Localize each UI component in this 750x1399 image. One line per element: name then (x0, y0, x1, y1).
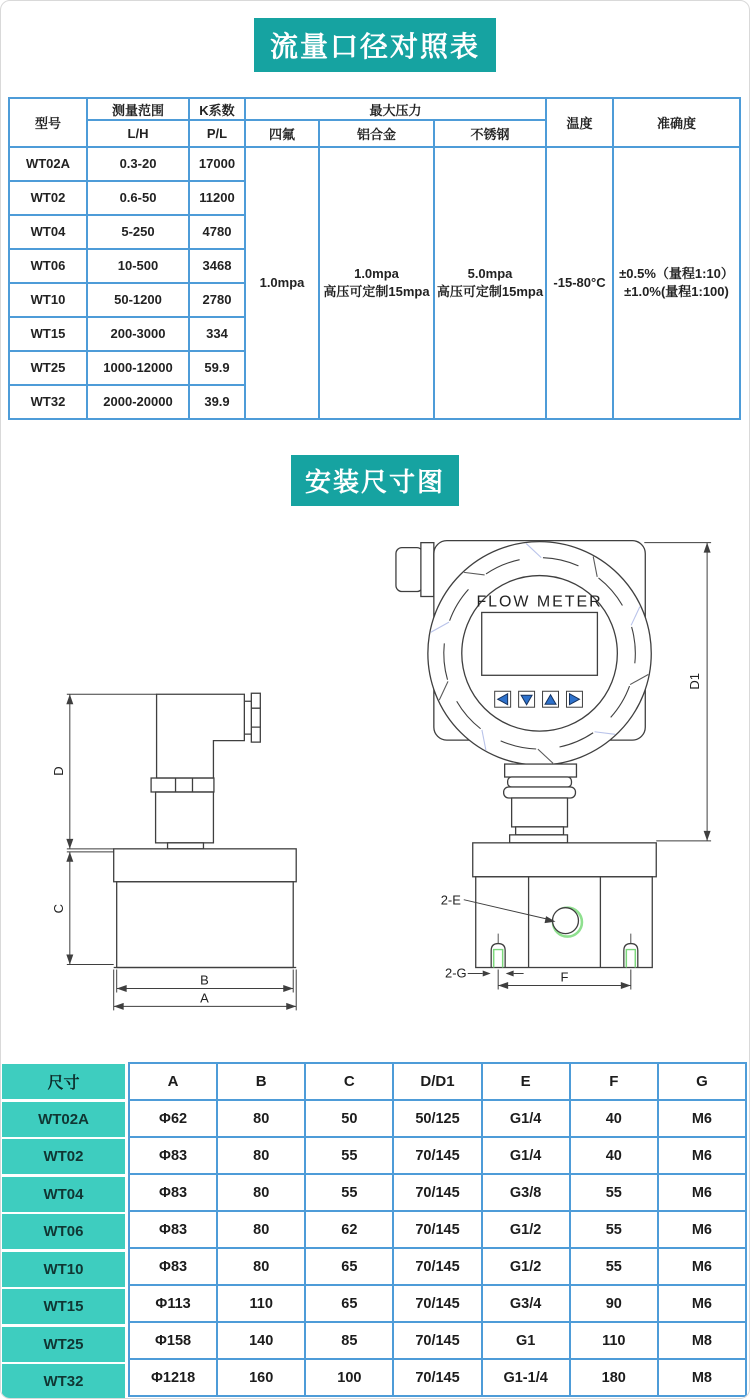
dimension-table (2, 1062, 747, 1399)
dimension-value-cell: 70/145 (394, 1323, 480, 1358)
dimension-D-label: D (50, 766, 66, 776)
dimension-value-cell: 70/145 (394, 1360, 480, 1395)
dimension-value-cell: 50 (306, 1101, 392, 1136)
model-cell: WT32 (9, 385, 87, 419)
aluminum-pressure-cell: 1.0mpa 高压可定制15mpa (319, 147, 434, 419)
dimension-column-header: B (218, 1064, 304, 1099)
dimension-D (51, 694, 157, 849)
col-header-kfactor: K系数 (189, 98, 245, 120)
dimension-value-cell: 80 (218, 1212, 304, 1247)
dimension-value-cell: M6 (659, 1249, 745, 1284)
dimension-value-cell: 140 (218, 1323, 304, 1358)
dimension-value-cell: M6 (659, 1175, 745, 1210)
dimension-model-cell: WT04 (2, 1177, 125, 1212)
dimension-value-cell: 55 (571, 1212, 657, 1247)
dimension-value-cell: 70/145 (394, 1175, 480, 1210)
dimension-model-cell: WT02A (2, 1102, 125, 1137)
dimension-value-cell: 90 (571, 1286, 657, 1321)
model-cell: WT02 (9, 181, 87, 215)
stainless-pressure-cell: 5.0mpa 高压可定制15mpa (434, 147, 546, 419)
flow-meter-label: FLOW METER (476, 593, 603, 611)
flow-table-title-row (1, 18, 749, 72)
flow-table-row (9, 147, 740, 181)
callout-2E (441, 893, 556, 923)
flow-comparison-table (8, 97, 741, 420)
dimension-value-cell: 55 (571, 1249, 657, 1284)
dimension-C (51, 852, 114, 965)
dimension-column-header: A (130, 1064, 216, 1099)
dimension-A-label: A (200, 990, 209, 1006)
range-cell: 10-500 (87, 249, 189, 283)
dimension-value-cell: 65 (306, 1249, 392, 1284)
mounting-studs (491, 934, 638, 968)
model-cell: WT25 (9, 351, 87, 385)
dimension-value-cell: Φ83 (130, 1138, 216, 1173)
dimension-column-header: G (659, 1064, 745, 1099)
side-view-drawing (51, 693, 296, 1010)
ptfe-pressure-cell: 1.0mpa (245, 147, 319, 419)
col-header-k-unit: P/L (189, 120, 245, 147)
dimension-value-cell: 62 (306, 1212, 392, 1247)
range-cell: 1000-12000 (87, 351, 189, 385)
base-top-plate (114, 849, 297, 882)
dimension-value-cell: M8 (659, 1323, 745, 1358)
dimension-value-cell: 80 (218, 1175, 304, 1210)
dimension-value-cell: 55 (571, 1175, 657, 1210)
range-cell: 50-1200 (87, 283, 189, 317)
dimension-model-cell: WT32 (2, 1364, 125, 1399)
dimension-value-cell: 70/145 (394, 1249, 480, 1284)
dimension-value-cell: Φ62 (130, 1101, 216, 1136)
dimension-table-model-column (2, 1062, 125, 1399)
dimension-value-cell: 70/145 (394, 1286, 480, 1321)
accuracy-cell: ±0.5%（量程1:10） ±1.0%(量程1:100) (613, 147, 740, 419)
install-dimension-title: 安装尺寸图 (291, 455, 459, 506)
k-factor-cell: 11200 (189, 181, 245, 215)
model-cell: WT02A (9, 147, 87, 181)
col-header-stainless: 不锈钢 (434, 120, 546, 147)
range-cell: 200-3000 (87, 317, 189, 351)
sensor-lower-body (156, 792, 214, 843)
install-title-row (1, 455, 749, 506)
k-factor-cell: 3468 (189, 249, 245, 283)
dimension-model-cell: WT10 (2, 1252, 125, 1287)
installation-drawing (1, 509, 749, 1062)
dimension-D1-label: D1 (687, 672, 703, 690)
cable-gland (396, 543, 434, 597)
label-2E: 2-E (440, 892, 461, 908)
range-cell: 5-250 (87, 215, 189, 249)
dimension-value-cell: G1 (483, 1323, 569, 1358)
dimension-value-cell: 85 (306, 1323, 392, 1358)
dimension-value-cell: Φ158 (130, 1323, 216, 1358)
dimension-value-cell: Φ83 (130, 1175, 216, 1210)
dimension-F-label: F (560, 969, 569, 985)
dimension-value-cell: 70/145 (394, 1212, 480, 1247)
dimension-value-cell: G1/2 (483, 1212, 569, 1247)
model-cell: WT06 (9, 249, 87, 283)
dimension-model-cell: WT02 (2, 1139, 125, 1174)
dimension-column-header: C (306, 1064, 392, 1099)
label-2G: 2-G (444, 965, 467, 981)
col-header-model: 型号 (9, 98, 87, 147)
range-cell: 0.6-50 (87, 181, 189, 215)
dimension-value-cell: G3/4 (483, 1286, 569, 1321)
dimension-column-header: E (483, 1064, 569, 1099)
dimension-value-cell: 50/125 (394, 1101, 480, 1136)
dimension-D1 (644, 543, 711, 841)
model-cell: WT04 (9, 215, 87, 249)
dimension-value-cell: M6 (659, 1286, 745, 1321)
dimension-value-cell: 55 (306, 1138, 392, 1173)
dimension-B (117, 970, 294, 993)
dimension-value-cell: M6 (659, 1138, 745, 1173)
front-view-drawing (396, 541, 711, 990)
dimension-value-cell: 80 (218, 1249, 304, 1284)
cable-connector (244, 693, 260, 742)
col-header-temperature: 温度 (546, 98, 613, 147)
dimension-value-cell: 180 (571, 1360, 657, 1395)
model-cell: WT15 (9, 317, 87, 351)
k-factor-cell: 334 (189, 317, 245, 351)
port-2E (553, 908, 582, 937)
col-header-ptfe: 四氟 (245, 120, 319, 147)
dimension-B-label: B (200, 972, 209, 988)
dimension-value-cell: Φ1218 (130, 1360, 216, 1395)
dimension-value-cell: G1/4 (483, 1138, 569, 1173)
dimension-value-cell: G1-1/4 (483, 1360, 569, 1395)
temperature-cell: -15-80°C (546, 147, 613, 419)
dimension-value-cell: 70/145 (394, 1138, 480, 1173)
dimension-value-cell: 80 (218, 1138, 304, 1173)
base-body (117, 882, 294, 968)
dimension-column-header: F (571, 1064, 657, 1099)
dimension-value-cell: 55 (306, 1175, 392, 1210)
dimension-model-cell: WT15 (2, 1289, 125, 1324)
range-cell: 2000-20000 (87, 385, 189, 419)
dimension-value-cell: 160 (218, 1360, 304, 1395)
dimension-C-label: C (50, 903, 66, 914)
model-cell: WT10 (9, 283, 87, 317)
dimension-header-model: 尺寸 (2, 1064, 125, 1099)
dimension-value-cell: 110 (571, 1323, 657, 1358)
dimension-value-cell: Φ113 (130, 1286, 216, 1321)
dimension-column-header: D/D1 (394, 1064, 480, 1099)
col-header-max-pressure: 最大压力 (245, 98, 546, 120)
dimension-value-cell: 65 (306, 1286, 392, 1321)
dimension-value-cell: G1/4 (483, 1101, 569, 1136)
col-header-aluminum: 铝合金 (319, 120, 434, 147)
sensor-stem (168, 843, 204, 849)
k-factor-cell: 4780 (189, 215, 245, 249)
dimension-value-cell: 80 (218, 1101, 304, 1136)
col-header-range: 测量范围 (87, 98, 189, 120)
k-factor-cell: 59.9 (189, 351, 245, 385)
threaded-neck (504, 764, 577, 843)
dimension-value-cell: 110 (218, 1286, 304, 1321)
col-header-accuracy: 准确度 (613, 98, 740, 147)
dimension-model-cell: WT25 (2, 1327, 125, 1362)
dimension-F (498, 969, 631, 989)
dimension-value-cell: 100 (306, 1360, 392, 1395)
dimension-value-cell: G1/2 (483, 1249, 569, 1284)
dimension-value-cell: M6 (659, 1101, 745, 1136)
range-cell: 0.3-20 (87, 147, 189, 181)
dimension-value-cell: G3/8 (483, 1175, 569, 1210)
dimension-value-cell: 40 (571, 1138, 657, 1173)
sensor-body-outline (157, 694, 245, 778)
dimension-value-cell: M6 (659, 1212, 745, 1247)
flow-table-title: 流量口径对照表 (254, 18, 496, 72)
terminal-band (151, 778, 214, 792)
k-factor-cell: 2780 (189, 283, 245, 317)
col-header-range-unit: L/H (87, 120, 189, 147)
dimension-value-cell: 40 (571, 1101, 657, 1136)
front-base-plate (473, 843, 657, 877)
dimension-model-cell: WT06 (2, 1214, 125, 1249)
k-factor-cell: 39.9 (189, 385, 245, 419)
k-factor-cell: 17000 (189, 147, 245, 181)
dimension-value-cell: Φ83 (130, 1212, 216, 1247)
dimension-value-cell: Φ83 (130, 1249, 216, 1284)
dimension-table-grid (128, 1062, 747, 1397)
dimension-value-cell: M8 (659, 1360, 745, 1395)
